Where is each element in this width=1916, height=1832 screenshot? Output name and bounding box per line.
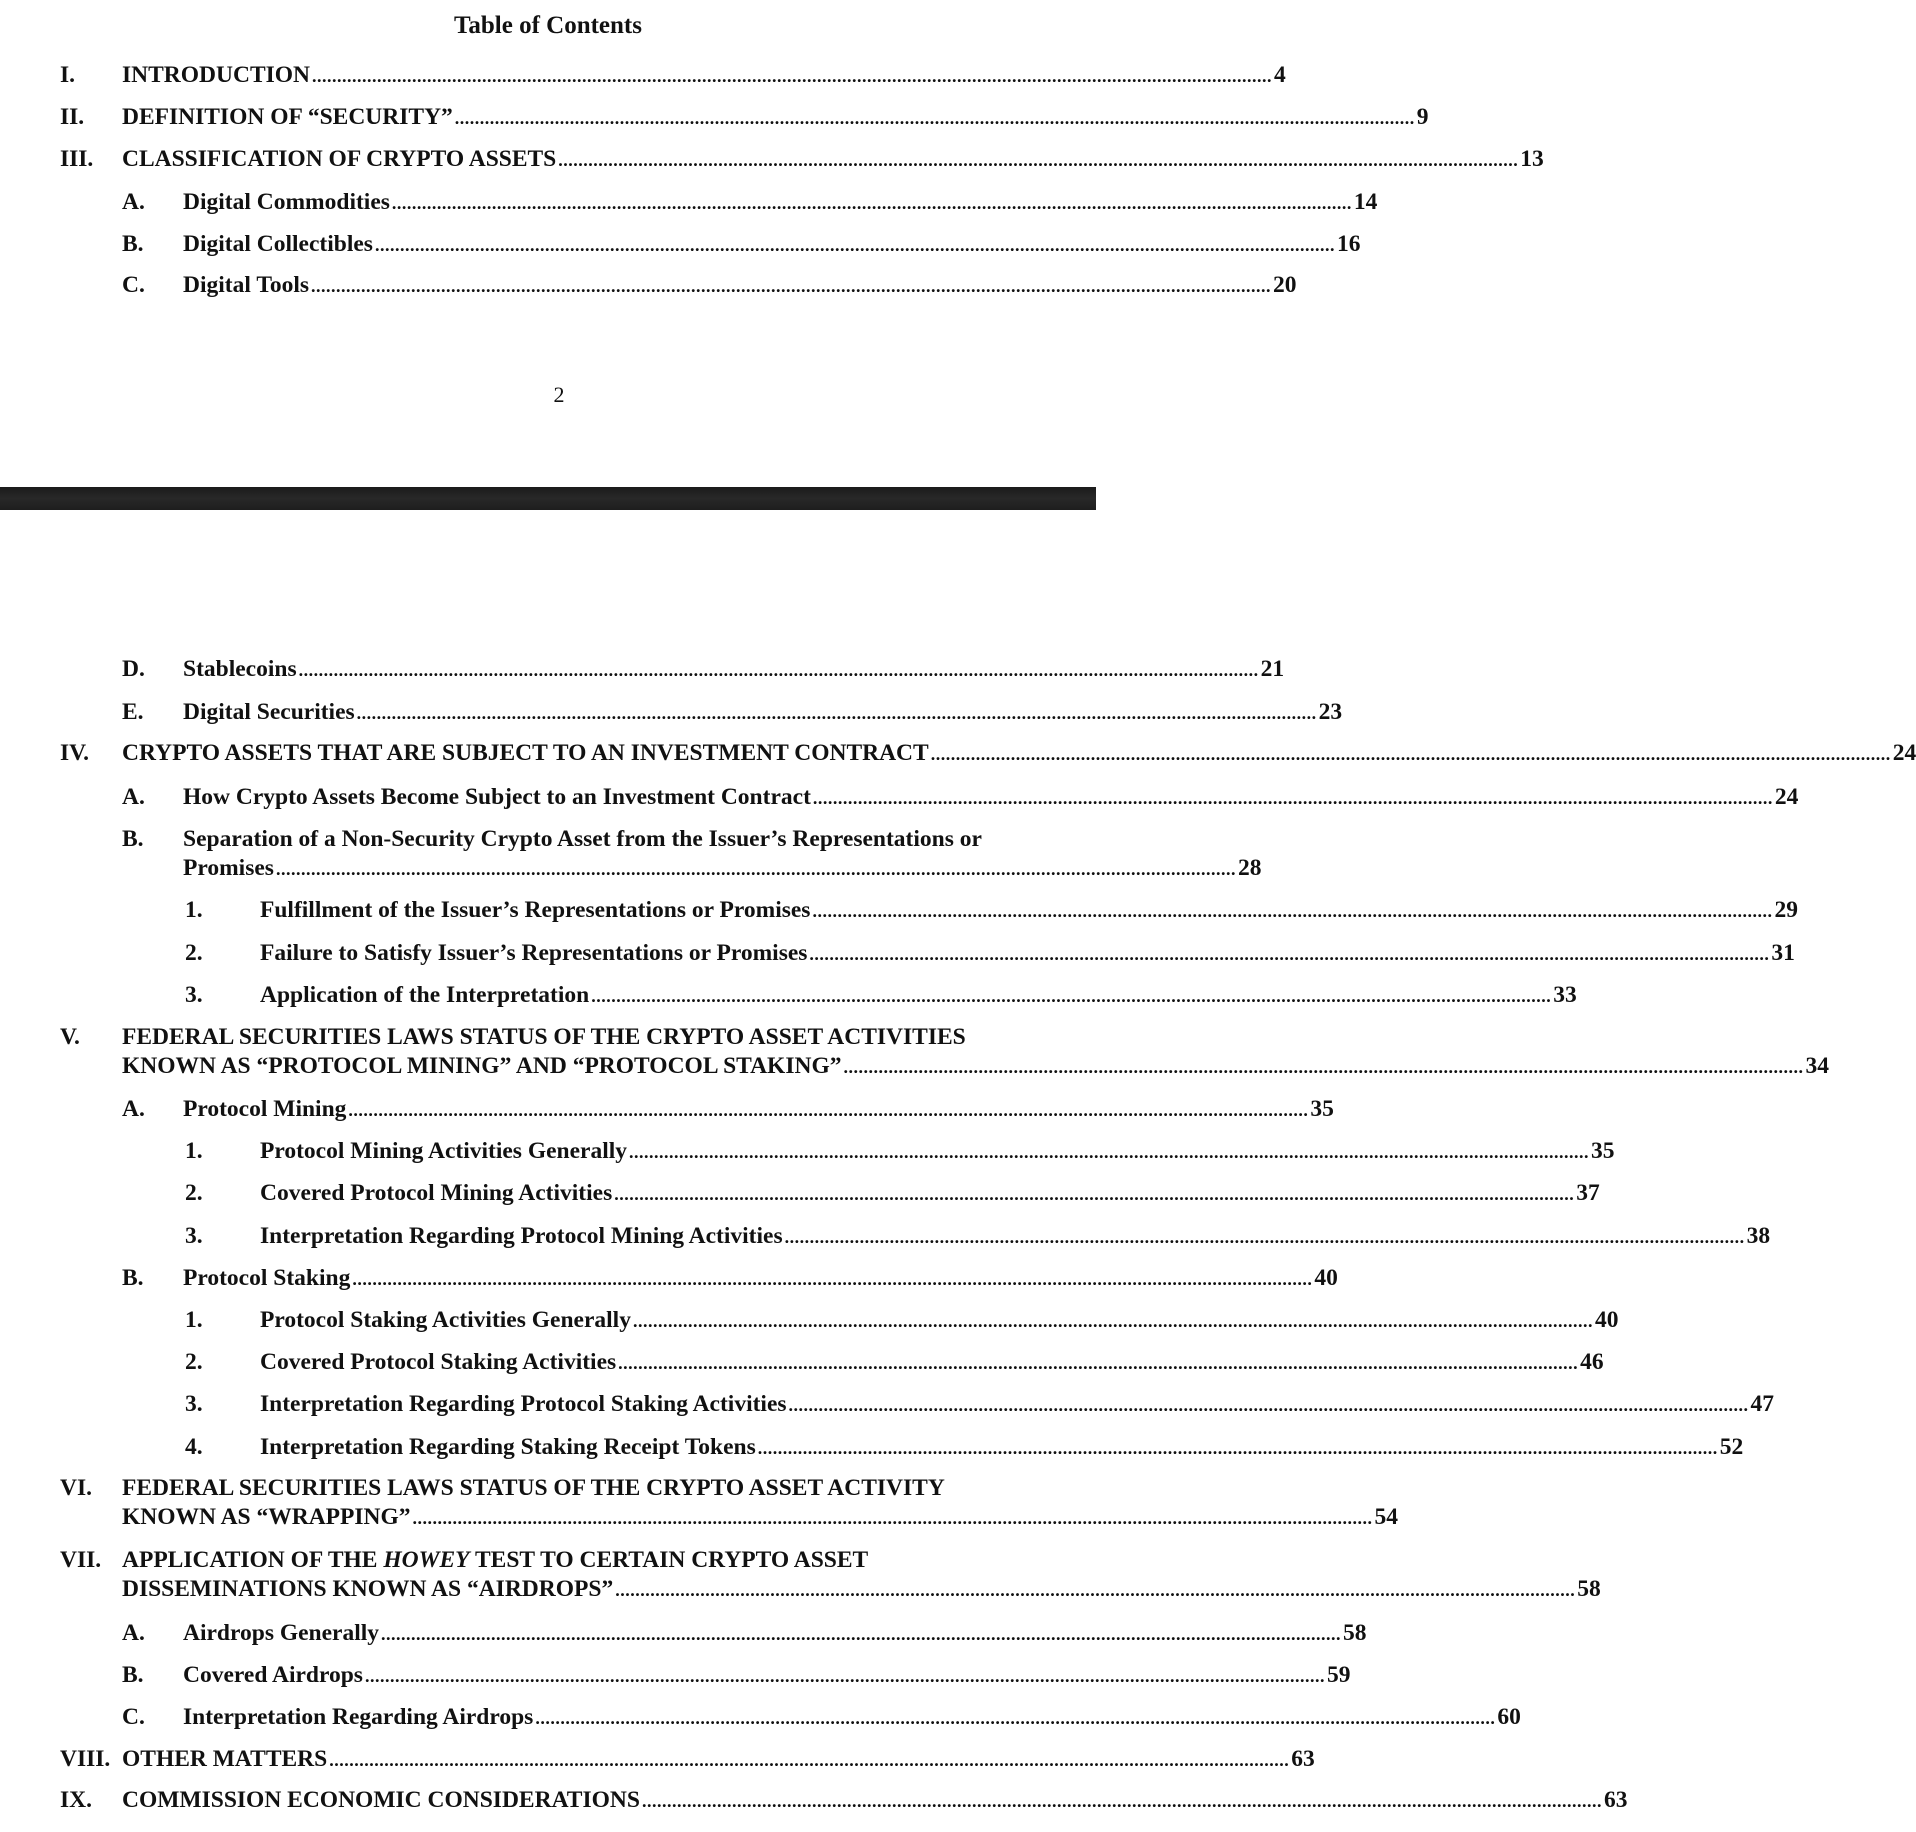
toc-entry-title[interactable]: INTRODUCTION xyxy=(122,62,311,88)
dot-leader: ................................................................................................................................................................................................ xyxy=(391,193,1352,213)
title-text: TEST TO CERTAIN CRYPTO ASSET xyxy=(469,1547,869,1573)
toc-entry-page[interactable]: 63 xyxy=(1603,1787,1628,1813)
toc-entry-title[interactable]: Covered Protocol Mining Activities xyxy=(260,1180,613,1206)
toc-entry-title[interactable]: Protocol Mining Activities Generally xyxy=(260,1138,628,1164)
toc-entry-number: IV. xyxy=(60,740,89,766)
toc-entry-page[interactable]: 20 xyxy=(1273,272,1297,298)
toc-entry-page[interactable]: 52 xyxy=(1719,1434,1744,1460)
dot-leader: ................................................................................................................................................................................................ xyxy=(930,744,1891,764)
toc-entry-number: 2. xyxy=(185,1180,203,1206)
page-number: 2 xyxy=(553,382,565,407)
toc-entry-number: B. xyxy=(122,1662,144,1688)
toc-entry-number: B. xyxy=(122,231,144,257)
dot-leader: ................................................................................................................................................................................................ xyxy=(614,1184,1575,1204)
dot-leader: ................................................................................................................................................................................................ xyxy=(311,276,1272,296)
dot-leader: ................................................................................................................................................................................................ xyxy=(412,1508,1373,1528)
toc-entry-title[interactable]: Stablecoins xyxy=(183,656,297,682)
toc-entry-page[interactable]: 24 xyxy=(1892,740,1916,766)
dot-leader: ................................................................................................................................................................................................ xyxy=(312,66,1273,86)
toc-entry-title[interactable]: Failure to Satisfy Issuer’s Representations or Promises xyxy=(260,940,808,966)
title-text: APPLICATION OF THE xyxy=(122,1547,384,1573)
toc-entry-page[interactable]: 37 xyxy=(1576,1180,1600,1206)
toc-entry-number: E. xyxy=(122,699,144,725)
toc-heading: Table of Contents xyxy=(454,12,642,39)
dot-leader: ................................................................................................................................................................................................ xyxy=(812,788,1773,808)
toc-entry-title[interactable]: Protocol Staking Activities Generally xyxy=(260,1307,631,1333)
toc-entry-number: 3. xyxy=(185,1391,203,1417)
dot-leader: ................................................................................................................................................................................................ xyxy=(374,235,1335,255)
toc-entry-number: IX. xyxy=(60,1787,92,1813)
toc-entry-number: B. xyxy=(122,826,144,852)
dot-leader: ................................................................................................................................................................................................ xyxy=(348,1100,1309,1120)
toc-entry-page[interactable]: 4 xyxy=(1274,62,1286,88)
toc-entry-page[interactable]: 58 xyxy=(1343,1620,1367,1646)
toc-entry-title-line2[interactable]: DISSEMINATIONS KNOWN AS “AIRDROPS” xyxy=(122,1576,614,1602)
toc-entry-page[interactable]: 31 xyxy=(1771,940,1795,966)
toc-entry-page[interactable]: 46 xyxy=(1580,1349,1604,1375)
toc-entry-page[interactable]: 13 xyxy=(1520,146,1544,172)
toc-entry-page[interactable]: 40 xyxy=(1594,1307,1619,1333)
toc-entry-number: 3. xyxy=(185,1223,203,1249)
dot-leader: ................................................................................................................................................................................................ xyxy=(364,1666,1325,1686)
toc-entry-number: 2. xyxy=(185,1349,203,1375)
toc-entry-page[interactable]: 33 xyxy=(1553,982,1577,1008)
toc-entry-page[interactable]: 24 xyxy=(1774,784,1799,810)
dot-leader: ................................................................................................................................................................................................ xyxy=(812,901,1773,921)
toc-entry-title[interactable]: Interpretation Regarding Staking Receipt Tokens xyxy=(260,1434,756,1460)
toc-entry-title[interactable]: Interpretation Regarding Airdrops xyxy=(183,1704,534,1730)
toc-entry-page[interactable]: 21 xyxy=(1260,656,1285,682)
toc-entry-page[interactable]: 23 xyxy=(1318,699,1343,725)
toc-entry-number: D. xyxy=(122,656,145,682)
page-separator xyxy=(0,487,1096,510)
toc-entry-title-line1[interactable] xyxy=(122,1546,1058,1575)
toc-entry-number: V. xyxy=(60,1024,80,1050)
toc-entry-title[interactable]: Digital Securities xyxy=(183,699,355,725)
toc-entry-page[interactable]: 35 xyxy=(1591,1138,1615,1164)
dot-leader: ................................................................................................................................................................................................ xyxy=(615,1580,1576,1600)
dot-leader: ................................................................................................................................................................................................ xyxy=(275,859,1236,879)
dot-leader: ................................................................................................................................................................................................ xyxy=(329,1750,1290,1770)
toc-entry-page[interactable]: 16 xyxy=(1336,231,1361,257)
dot-leader: ................................................................................................................................................................................................ xyxy=(535,1708,1496,1728)
case-name-italic: HOWEY xyxy=(383,1547,470,1573)
toc-entry-title[interactable]: Digital Collectibles xyxy=(183,231,373,257)
dot-leader: ................................................................................................................................................................................................ xyxy=(629,1142,1590,1162)
toc-entry-number: A. xyxy=(122,189,145,215)
toc-entry-page[interactable]: 38 xyxy=(1746,1223,1771,1249)
toc-entry-number: A. xyxy=(122,784,145,810)
document-page-2 xyxy=(0,0,1544,487)
toc-entry-title[interactable]: CLASSIFICATION OF CRYPTO ASSETS xyxy=(122,146,557,172)
toc-entry-page[interactable]: 47 xyxy=(1750,1391,1775,1417)
toc-entry-number: B. xyxy=(122,1265,144,1291)
toc-entry-number: C. xyxy=(122,272,145,298)
toc-entry-number: C. xyxy=(122,1704,145,1730)
dot-leader: ................................................................................................................................................................................................ xyxy=(809,944,1770,964)
dot-leader: ................................................................................................................................................................................................ xyxy=(641,1791,1602,1811)
toc-entry-page[interactable]: 29 xyxy=(1774,897,1798,923)
toc-entry-number: VI. xyxy=(60,1475,92,1501)
dot-leader: ................................................................................................................................................................................................ xyxy=(298,660,1259,680)
dot-leader: ................................................................................................................................................................................................ xyxy=(788,1395,1749,1415)
toc-entry-title[interactable]: Airdrops Generally xyxy=(183,1620,380,1646)
toc-entry-number: VIII. xyxy=(60,1746,111,1772)
dot-leader: ................................................................................................................................................................................................ xyxy=(618,1353,1579,1373)
toc-entry-title[interactable]: Protocol Mining xyxy=(183,1096,347,1122)
toc-entry-number: III. xyxy=(60,146,94,172)
dot-leader: ................................................................................................................................................................................................ xyxy=(356,703,1317,723)
toc-entry-title[interactable]: Digital Tools xyxy=(183,272,310,298)
dot-leader: ................................................................................................................................................................................................ xyxy=(381,1624,1342,1644)
dot-leader: ................................................................................................................................................................................................ xyxy=(352,1269,1313,1289)
toc-entry-title[interactable]: Application of the Interpretation xyxy=(260,982,590,1008)
toc-entry-number: II. xyxy=(60,104,85,130)
toc-entry-title[interactable]: Digital Commodities xyxy=(183,189,390,215)
toc-entry-number: A. xyxy=(122,1620,145,1646)
toc-entry-title[interactable]: How Crypto Assets Become Subject to an Investment Contract xyxy=(183,784,811,810)
toc-entry-number: I. xyxy=(60,62,76,88)
toc-entry-number: 1. xyxy=(185,1138,203,1164)
dot-leader: ................................................................................................................................................................................................ xyxy=(454,108,1415,128)
toc-entry-page[interactable]: 9 xyxy=(1416,104,1429,130)
dot-leader: ................................................................................................................................................................................................ xyxy=(591,986,1552,1006)
toc-entry-number: VII. xyxy=(60,1547,102,1573)
toc-entry-page[interactable]: 34 xyxy=(1805,1053,1829,1079)
toc-entry-page[interactable]: 63 xyxy=(1291,1746,1315,1772)
dot-leader: ................................................................................................................................................................................................ xyxy=(632,1311,1593,1331)
toc-entry-title[interactable]: Covered Airdrops xyxy=(183,1662,363,1688)
dot-leader: ................................................................................................................................................................................................ xyxy=(843,1057,1804,1077)
toc-entry-number: A. xyxy=(122,1096,145,1122)
dot-leader: ................................................................................................................................................................................................ xyxy=(757,1438,1718,1458)
toc-entry-title-line2[interactable]: Promises xyxy=(183,855,274,881)
toc-entry-page[interactable]: 60 xyxy=(1497,1704,1521,1730)
toc-entry-page[interactable]: 14 xyxy=(1353,189,1378,215)
toc-entry-page[interactable]: 59 xyxy=(1326,1662,1351,1688)
toc-entry-page[interactable]: 28 xyxy=(1237,855,1262,881)
dot-leader: ................................................................................................................................................................................................ xyxy=(558,150,1519,170)
toc-entry-title-line1[interactable]: FEDERAL SECURITIES LAWS STATUS OF THE CRYPTO ASSET ACTIVITY xyxy=(122,1475,945,1501)
toc-entry-title[interactable]: Interpretation Regarding Protocol Mining Activities xyxy=(260,1223,783,1249)
toc-entry-title-line1[interactable]: FEDERAL SECURITIES LAWS STATUS OF THE CRYPTO ASSET ACTIVITIES xyxy=(122,1024,966,1050)
toc-entry-number: 4. xyxy=(185,1434,203,1460)
toc-entry-title-line2[interactable]: KNOWN AS “PROTOCOL MINING” AND “PROTOCOL STAKING” xyxy=(122,1053,842,1079)
toc-entry-title[interactable]: Covered Protocol Staking Activities xyxy=(260,1349,617,1375)
toc-entry-title[interactable]: Interpretation Regarding Protocol Staking Activities xyxy=(260,1391,787,1417)
toc-entry-title[interactable]: DEFINITION OF “SECURITY” xyxy=(122,104,453,130)
toc-entry-title[interactable]: Fulfillment of the Issuer’s Representations or Promises xyxy=(260,897,811,923)
toc-entry-number: 3. xyxy=(185,982,203,1008)
toc-entry-page[interactable]: 54 xyxy=(1374,1504,1399,1530)
toc-entry-title[interactable]: Protocol Staking xyxy=(183,1265,351,1291)
toc-entry-title-line1[interactable]: Separation of a Non-Security Crypto Asset from the Issuer’s Representations or xyxy=(183,826,982,852)
toc-entry-title[interactable]: OTHER MATTERS xyxy=(122,1746,328,1772)
dot-leader: ................................................................................................................................................................................................ xyxy=(784,1227,1745,1247)
toc-entry-title[interactable]: CRYPTO ASSETS THAT ARE SUBJECT TO AN INVESTMENT CONTRACT xyxy=(122,740,929,766)
toc-entry-number: 2. xyxy=(185,940,203,966)
toc-entry-title[interactable]: COMMISSION ECONOMIC CONSIDERATIONS xyxy=(122,1787,640,1813)
toc-entry-title-line2[interactable]: KNOWN AS “WRAPPING” xyxy=(122,1504,411,1530)
toc-entry-page[interactable]: 58 xyxy=(1577,1576,1601,1602)
toc-entry-number: 1. xyxy=(185,897,203,923)
toc-entry-page[interactable]: 40 xyxy=(1314,1265,1338,1291)
toc-entry-number: 1. xyxy=(185,1307,203,1333)
toc-entry-page[interactable]: 35 xyxy=(1310,1096,1334,1122)
